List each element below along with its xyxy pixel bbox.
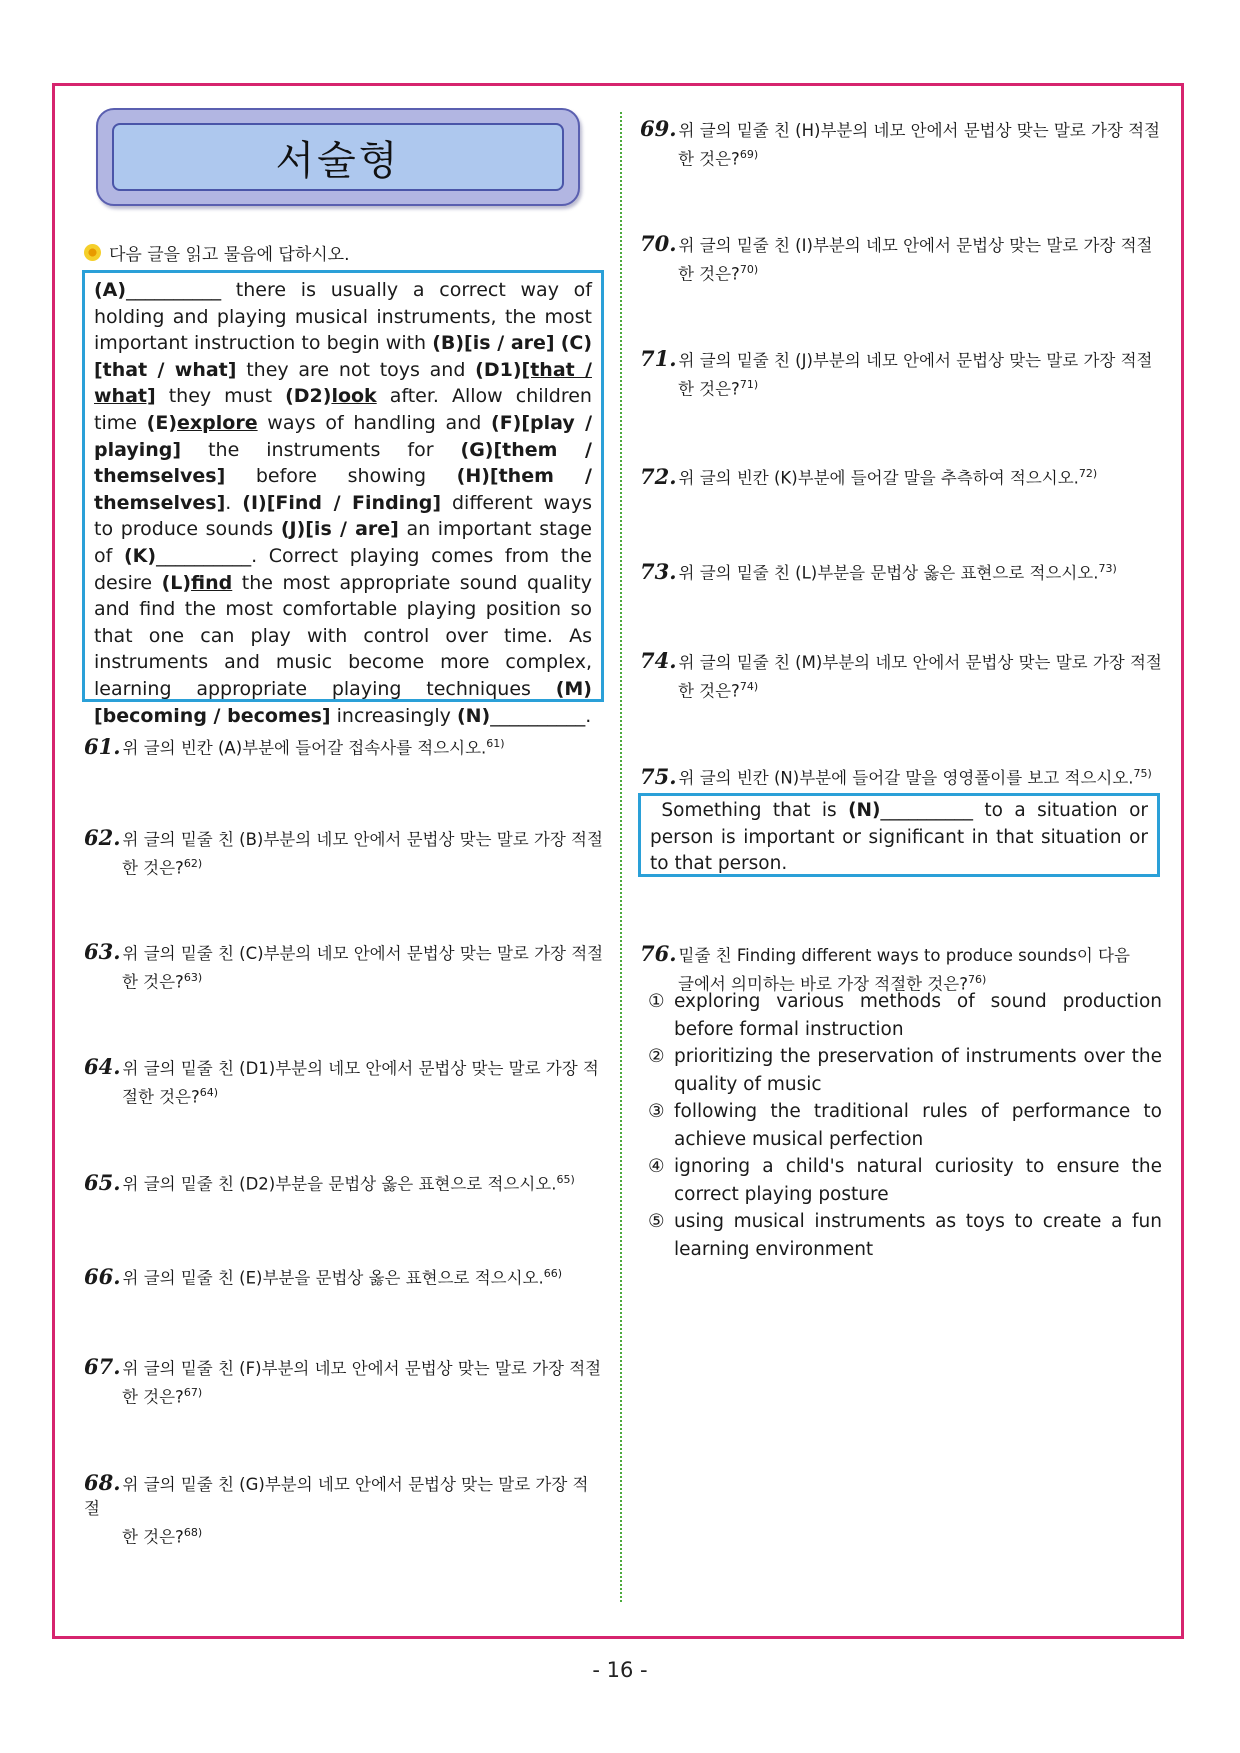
passage-text: after. Allow children time <box>94 385 592 434</box>
question-68 <box>84 1471 604 1550</box>
question-text: 한 것은? <box>122 858 184 878</box>
question-number: 75. <box>640 763 677 789</box>
question-number: 69. <box>640 116 677 141</box>
footnote-ref: 69) <box>739 148 759 161</box>
page-number: - 16 - <box>592 1658 648 1682</box>
marker-d1-options: [that / what] <box>94 358 592 408</box>
marker-l: (L) <box>161 571 192 594</box>
question-number: 72. <box>640 463 677 489</box>
footnote-ref: 64) <box>199 1086 219 1099</box>
question-text: 글에서 의미하는 바로 가장 적절한 것은? <box>678 974 969 994</box>
question-text: 위 글의 밑줄 친 (I)부분의 네모 안에서 문법상 맞는 말로 가장 적절 <box>678 236 1153 255</box>
choice-3[interactable] <box>648 1098 1162 1153</box>
choice-4[interactable] <box>648 1153 1162 1208</box>
passage-text: the most appropriate sound quality and find the most comfortable playing position so that one can play with control over time. As instruments and music become more complex, learning appropriate playing techniques <box>94 571 592 700</box>
marker-i: (I)[Find / Finding] <box>242 491 441 514</box>
choice-1[interactable] <box>648 988 1162 1043</box>
question-number: 67. <box>84 1354 121 1379</box>
question-text: 위 글의 빈칸 (N)부분에 들어갈 말을 영영풀이를 보고 적으시오. <box>678 768 1134 788</box>
passage-text: before showing <box>225 465 457 488</box>
instruction-text: 다음 글을 읽고 물음에 답하시오. <box>109 245 350 265</box>
footnote-ref: 68) <box>183 1526 203 1539</box>
question-number: 65. <box>84 1169 121 1195</box>
question-text: 위 글의 밑줄 친 (F)부분의 네모 안에서 문법상 맞는 말로 가장 적절 <box>122 1359 602 1378</box>
marker-e: (E) <box>146 411 178 434</box>
marker-f: (F)[play / playing] <box>94 411 593 461</box>
section-title: 서술형 <box>275 137 401 184</box>
footnote-ref: 76) <box>968 973 987 986</box>
passage-text: increasingly <box>330 704 457 727</box>
word-l: find <box>191 571 233 594</box>
question-70 <box>640 232 1162 287</box>
marker-m: (M)[becoming / becomes] <box>94 677 592 727</box>
question-text: 위 글의 빈칸 (K)부분에 들어갈 말을 추측하여 적으시오. <box>678 468 1079 488</box>
question-text: 위 글의 밑줄 친 (L)부분을 문법상 옳은 표현으로 적으시오. <box>678 563 1099 583</box>
marker-c: (C)[that / what] <box>94 332 592 381</box>
footnote-ref: 71) <box>739 378 759 391</box>
blank-k: __________ <box>156 544 252 567</box>
question-text: 위 글의 밑줄 친 (H)부분의 네모 안에서 문법상 맞는 말로 가장 적절 <box>678 121 1160 140</box>
question-number: 63. <box>84 939 121 964</box>
footnote-ref: 65) <box>556 1173 575 1186</box>
choice-text: prioritizing the preservation of instruments over the quality of music <box>674 1046 1162 1095</box>
question-text: 위 글의 밑줄 친 (D2)부분을 문법상 옳은 표현으로 적으시오. <box>122 1174 557 1194</box>
passage-text: they must <box>155 385 286 408</box>
question-74 <box>640 649 1162 704</box>
question-text: 한 것은? <box>122 1387 184 1407</box>
question-72 <box>640 462 1162 491</box>
marker-d1: (D1) <box>475 358 522 381</box>
question-63 <box>84 940 604 995</box>
question-number: 68. <box>84 1470 121 1495</box>
passage-text: . <box>585 704 592 727</box>
passage-text: ways of handling and <box>257 411 492 434</box>
question-text: 한 것은? <box>678 264 740 284</box>
blank-n: __________ <box>880 800 973 821</box>
passage-text: . <box>225 491 243 514</box>
marker-j: (J)[is / are] <box>280 518 399 541</box>
footnote-ref: 67) <box>183 1386 203 1399</box>
question-number: 73. <box>640 558 677 584</box>
question-text: 위 글의 밑줄 친 (M)부분의 네모 안에서 문법상 맞는 말로 가장 적절 <box>678 653 1162 672</box>
question-62 <box>84 826 604 881</box>
footnote-ref: 74) <box>739 680 759 693</box>
passage-text: an important stage of <box>94 518 592 567</box>
word-d2: look <box>331 385 377 408</box>
question-number: 76. <box>640 941 677 966</box>
column-divider <box>620 112 622 1602</box>
question-number: 66. <box>84 1263 121 1289</box>
question-73 <box>640 557 1162 586</box>
question-number: 64. <box>84 1054 121 1079</box>
choice-text: exploring various methods of sound production before formal instruction <box>674 991 1162 1040</box>
question-text: 한 것은? <box>678 681 740 701</box>
footnote-ref: 63) <box>183 971 203 984</box>
footnote-ref: 66) <box>543 1267 563 1280</box>
question-text: 한 것은? <box>122 1527 184 1547</box>
title-badge <box>96 108 580 206</box>
question-text: 위 글의 밑줄 친 (J)부분의 네모 안에서 문법상 맞는 말로 가장 적절 <box>678 351 1153 370</box>
marker-k: (K) <box>123 544 157 567</box>
question-text: 한 것은? <box>678 379 740 399</box>
definition-box <box>638 793 1160 877</box>
marker-a: (A) <box>94 279 127 301</box>
footnote-ref: 70) <box>739 263 759 276</box>
question-number: 74. <box>640 648 677 673</box>
marker-b: (B)[is / are] <box>432 332 555 355</box>
question-61 <box>84 732 604 761</box>
question-69 <box>640 117 1162 172</box>
passage-text: they are not toys and <box>236 358 476 381</box>
passage-text: the instruments for <box>181 438 461 461</box>
marker-h: (H)[them / themselves] <box>94 465 592 514</box>
flower-icon <box>84 244 101 261</box>
passage-text: different ways to produce sounds <box>94 491 592 541</box>
choice-mark: ③ <box>648 1101 665 1122</box>
choice-mark: ① <box>648 991 665 1012</box>
choice-5[interactable] <box>648 1208 1162 1263</box>
question-number: 70. <box>640 231 677 256</box>
question-65 <box>84 1168 604 1197</box>
footnote-ref: 62) <box>183 857 203 870</box>
marker-d2: (D2) <box>285 385 332 408</box>
choice-mark: ② <box>648 1046 665 1067</box>
footnote-ref: 73) <box>1098 562 1117 575</box>
passage-box <box>82 270 604 727</box>
question-text: 밑줄 친 Finding different ways to produce sounds이 다음 <box>678 946 1130 965</box>
question-67 <box>84 1355 604 1410</box>
word-e: explore <box>177 411 258 434</box>
question-text: 한 것은? <box>678 149 740 169</box>
choice-mark: ④ <box>648 1156 665 1177</box>
question-text: 위 글의 밑줄 친 (B)부분의 네모 안에서 문법상 맞는 말로 가장 적절 <box>122 830 603 849</box>
question-number: 62. <box>84 825 121 850</box>
passage-text: . Correct playing comes from the desire <box>94 544 592 594</box>
definition-text: to a situation or person is important or significant in that situation or to that person. <box>650 800 1148 875</box>
question-71 <box>640 347 1162 402</box>
choice-text: following the traditional rules of performance to achieve musical perfection <box>674 1101 1162 1150</box>
footnote-ref: 75) <box>1133 767 1152 780</box>
answer-choices <box>648 988 1162 1263</box>
question-66 <box>84 1262 604 1291</box>
marker-n: (N) <box>848 800 881 821</box>
question-text: 한 것은? <box>122 972 184 992</box>
instruction-line <box>84 240 350 265</box>
blank-a: __________ <box>126 279 222 301</box>
question-text: 위 글의 밑줄 친 (D1)부분의 네모 안에서 문법상 맞는 말로 가장 적 <box>122 1059 599 1078</box>
passage-text: there is usually a correct way of holding and playing musical instruments, the most important instruction to begin with <box>94 279 592 355</box>
footnote-ref: 61) <box>486 737 505 750</box>
question-number: 71. <box>640 346 677 371</box>
question-text: 위 글의 밑줄 친 (E)부분을 문법상 옳은 표현으로 적으시오. <box>122 1268 544 1288</box>
footnote-ref: 72) <box>1078 467 1098 480</box>
choice-text: ignoring a child's natural curiosity to ensure the correct playing posture <box>674 1156 1162 1205</box>
definition-text: Something that is <box>661 800 849 821</box>
choice-2[interactable] <box>648 1043 1162 1098</box>
choice-text: using musical instruments as toys to create a fun learning environment <box>674 1211 1162 1260</box>
question-64 <box>84 1055 604 1110</box>
question-text: 절한 것은? <box>122 1087 200 1107</box>
question-text: 위 글의 밑줄 친 (G)부분의 네모 안에서 문법상 맞는 말로 가장 적절 <box>84 1475 589 1518</box>
question-text: 위 글의 빈칸 (A)부분에 들어갈 접속사를 적으시오. <box>122 738 487 758</box>
question-75 <box>640 762 1162 791</box>
blank-n: __________ <box>490 704 586 727</box>
marker-g: (G)[them / themselves] <box>94 438 592 488</box>
question-number: 61. <box>84 733 121 759</box>
title-badge-inner <box>112 123 564 191</box>
marker-n: (N) <box>456 704 491 727</box>
choice-mark: ⑤ <box>648 1211 665 1232</box>
question-text: 위 글의 밑줄 친 (C)부분의 네모 안에서 문법상 맞는 말로 가장 적절 <box>122 944 604 963</box>
